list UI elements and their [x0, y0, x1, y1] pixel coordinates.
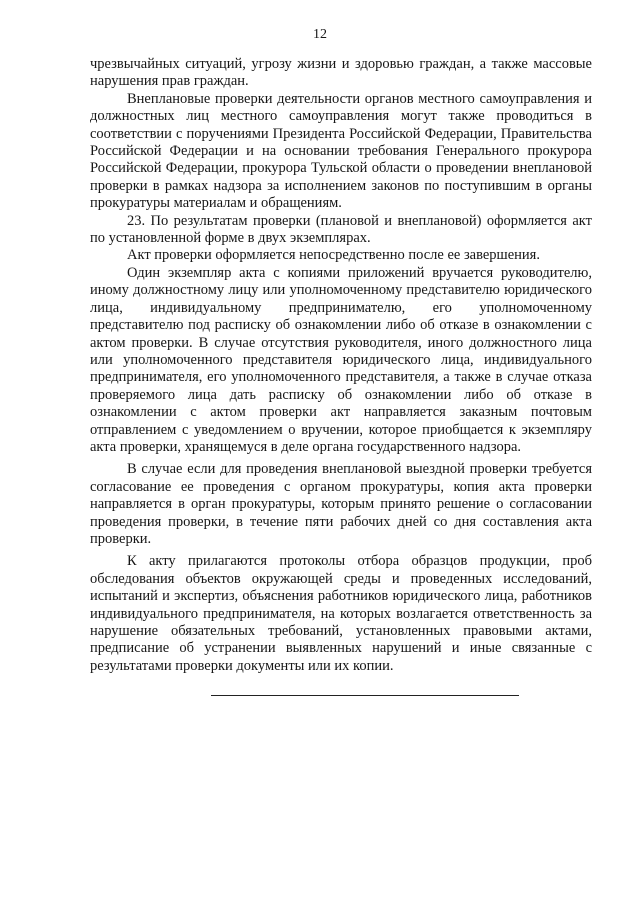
page-number: 12: [313, 27, 327, 42]
paragraph-act-drawn-up: Акт проверки оформляется непосредственно после ее завершения.: [127, 247, 540, 264]
paragraph-unscheduled-inspections: Внеплановые проверки деятельности органов местного самоуправления и должностных лиц местного самоуправления могут также проводиться в соответствии с поручениями Президента Российской Федерации, Правительства Российской Федерации и на основании требования Генерального прокурора Российской Федерации, прокурора Тульской области о проведении внеплановой проверки в рамках надзора за исполнением законов по поступившим в органы прокуратуры материалам и обращениям.: [90, 90, 592, 212]
paragraph-prosecutor-approval: В случае если для проведения внеплановой выездной проверки требуется согласование ее проведения с органом прокуратуры, копия акта проверки направляется в орган прокуратуры, которым принято решение о согласовании проведения проверки, в течение пяти рабочих дней со дня составления акта проверки.: [90, 461, 592, 547]
paragraph-act-attachments: К акту прилагаются протоколы отбора образцов продукции, проб обследования объектов окружающей среды и проведенных исследований, испытаний и экспертиз, объяснения работников юридического лица, работников индивидуального предпринимателя, на которых возлагается ответственность за нарушение обязательных требований, установленных правовыми актами, предписание об устранении выявленных нарушений и иные связанные с результатами проверки документы или их копии.: [90, 553, 592, 674]
end-of-text-rule: [211, 695, 519, 696]
document-body: [90, 56, 592, 696]
paragraph-item-23: 23. По результатам проверки (плановой и внеплановой) оформляется акт по установленной форме в двух экземплярах.: [90, 212, 592, 247]
paragraph-continuation: чрезвычайных ситуаций, угрозу жизни и здоровью граждан, а также массовые нарушения прав граждан.: [90, 56, 592, 90]
paragraph-act-copy-delivery: Один экземпляр акта с копиями приложений вручается руководителю, иному должностному лицу или уполномоченному представителю юридического лица, индивидуальному предпринимателю, его уполномоченному представителю под расписку об ознакомлении либо об отказе в ознакомлении с актом проверки. В случае отсутствия руководителя, иного должностного лица или уполномоченного представителя юридического лица, индивидуального предпринимателя, его уполномоченного представителя, а также в случае отказа проверяемого лица дать расписку об ознакомлении либо об отказе в ознакомлении с актом проверки акт направляется заказным почтовым отправлением с уведомлением о вручении, которое приобщается к экземпляру акта проверки, хранящемуся в деле органа государственного надзора.: [90, 264, 592, 455]
